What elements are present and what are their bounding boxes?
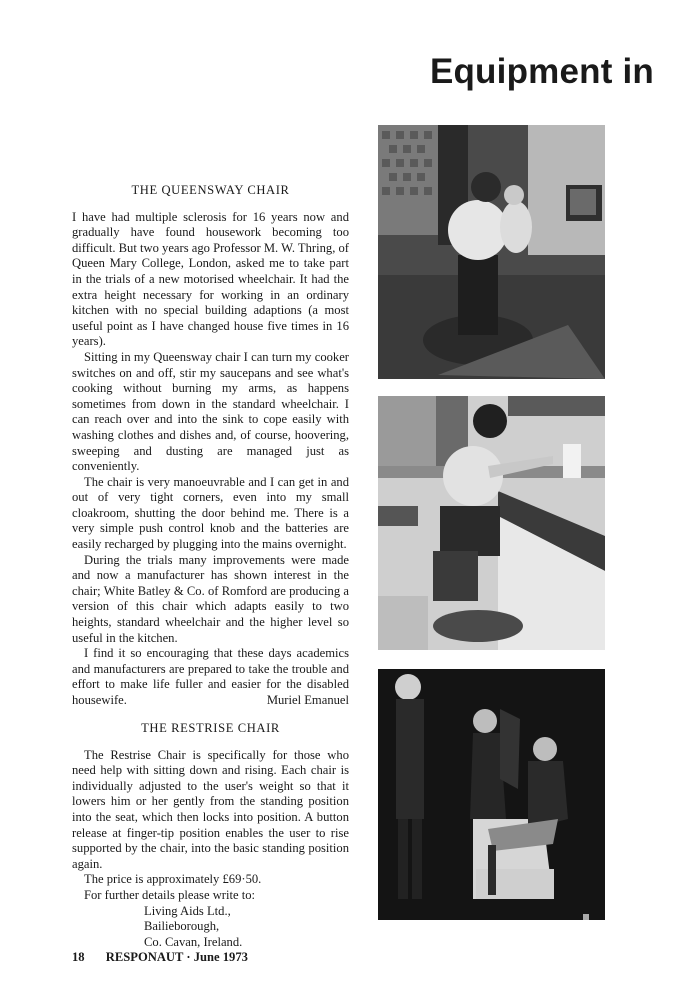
page-headline: Equipment in (429, 52, 654, 91)
page-footer (72, 950, 266, 965)
details-line: For further details please write to: (84, 887, 256, 902)
postal-address (72, 904, 349, 951)
article-paragraph: During the trials many improvements were made and now a manufacturer has shown interest in the chair; White Batley & Co. of Romford are producing a version of this chair which adapts easily to two heights, standard wheelchair and the higher level so useful in the kitchen. (72, 552, 349, 645)
article-paragraph: I have had multiple sclerosis for 16 years now and gradually have found housework becoming too difficult. But two years ago Professor M. W. Thring, of Queen Mary College, London, asked me to take part in the trials of a new motorised wheelchair. It had the extra height necessary for working in an ordinary kitchen with no special building adaptions (a most useful point as I have changed house five times in 16 years). (72, 209, 349, 349)
page-number: 18 (72, 950, 85, 964)
price-line: The price is approximately £69·50. (84, 872, 262, 887)
author-signature: Muriel Emanuel (266, 693, 349, 707)
article-paragraph: The chair is very manoeuvrable and I can get in and out of very tight corners, even into my small cloakroom, shutting the door behind me. There is a very simple push control knob and the batteries are easily recharged by plugging into the mains overnight. (72, 474, 349, 552)
article-paragraph: Sitting in my Queensway chair I can turn my cooker switches on and off, stir my saucepans and see what's cooking without burning my arms, as happens sometimes from down in the standard wheelchair. I can reach over and into the sink to cope easily with washing clothes and dishes and, of course, hoovering, sweeping and dusting are managed just as conveniently. (72, 349, 349, 474)
photo-queensway-chair-kitchen (378, 396, 605, 650)
address-line: Living Aids Ltd., (144, 903, 231, 918)
queensway-article (72, 183, 349, 709)
restrise-title: THE RESTRISE CHAIR (141, 721, 280, 735)
article-paragraph (72, 646, 349, 708)
address-line: Bailieborough, (144, 919, 220, 934)
article-paragraph: The Restrise Chair is specifically for those who need help with sitting down and rising. Each chair is individually adjusted to the user's weight so that it lowers him or her gently from the standing position into the seat, which then locks into position. A button release at finger-tip position enables the user to rise supported by the chair, into the basic standing position again. (72, 747, 349, 871)
restrise-article (72, 721, 349, 950)
photo-restrise-chair-sequence (378, 669, 605, 920)
queensway-title: THE QUEENSWAY CHAIR (131, 183, 290, 197)
address-line: Co. Cavan, Ireland. (144, 934, 243, 949)
closing-text: I find it so encouraging that these days academics and manufacturers are prepared to take the trouble and effort to make life fuller and easier for the disabled housewife. (72, 646, 349, 707)
publication-name: RESPONAUT · June 1973 (105, 950, 248, 964)
photo-queensway-chair-with-child (378, 125, 605, 379)
